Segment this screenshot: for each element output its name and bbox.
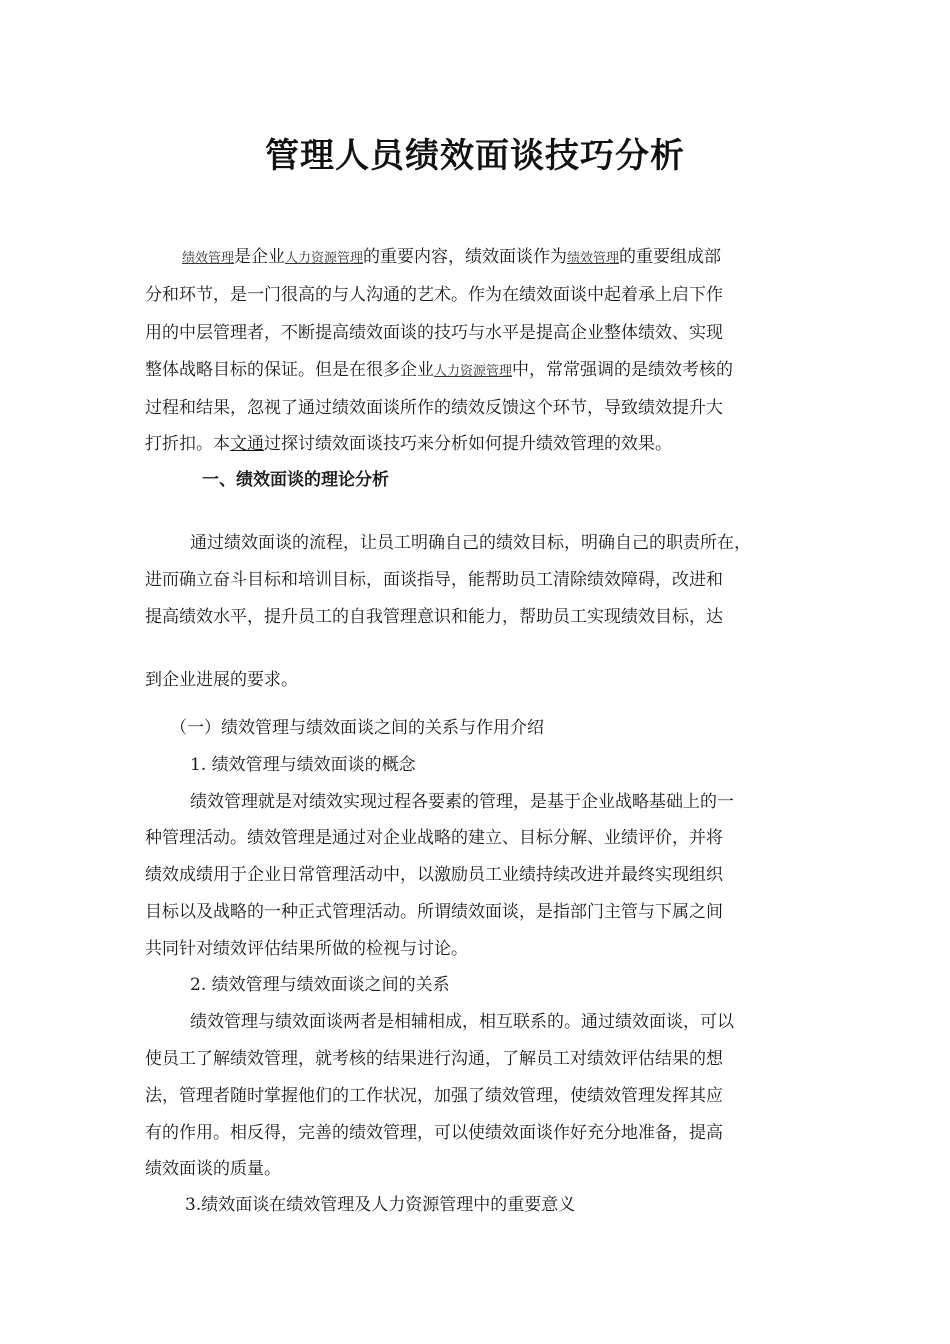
paragraph-line: 绩效管理就是对绩效实现过程各要素的管理，是基于企业战略基础上的一 xyxy=(190,792,734,812)
item-heading-3: 3.绩效面谈在绩效管理及人力资源管理中的重要意义 xyxy=(185,1195,576,1215)
intro-line-3: 用的中层管理者，不断提高绩效面谈的技巧与水平是提高企业整体绩效、实现 xyxy=(145,323,723,343)
link-hr-management[interactable]: 人力资源管理 xyxy=(285,251,364,266)
paragraph-line: 提高绩效水平，提升员工的自我管理意识和能力，帮助员工实现绩效目标，达 xyxy=(145,607,723,627)
subsection-heading: （一）绩效管理与绩效面谈之间的关系与作用介绍 xyxy=(170,718,544,738)
item-heading-2: 2. 绩效管理与绩效面谈之间的关系 xyxy=(190,975,450,995)
paragraph-line: 绩效成绩用于企业日常管理活动中，以激励员工业绩持续改进并最终实现组织 xyxy=(145,865,723,885)
link-wentong[interactable]: 文通 xyxy=(230,434,264,454)
intro-line-6: 打折扣。本文通过探讨绩效面谈技巧来分析如何提升绩效管理的效果。 xyxy=(145,434,672,454)
paragraph-line: 法，管理者随时掌握他们的工作状况，加强了绩效管理，使绩效管理发挥其应 xyxy=(145,1086,723,1106)
paragraph-line: 进而确立奋斗目标和培训目标，面谈指导，能帮助员工清除绩效障碍，改进和 xyxy=(145,570,723,590)
paragraph-line: 共同针对绩效评估结果所做的检视与讨论。 xyxy=(145,939,468,959)
intro-line-5: 过程和结果，忽视了通过绩效面谈所作的绩效反馈这个环节，导致绩效提升大 xyxy=(145,398,723,418)
paragraph-line: 到企业进展的要求。 xyxy=(145,670,298,690)
intro-line-1: 绩效管理是企业人力资源管理的重要内容，绩效面谈作为绩效管理的重要组成部 xyxy=(182,247,722,267)
link-performance-management[interactable]: 绩效管理 xyxy=(182,251,235,266)
paragraph-line: 绩效面谈的质量。 xyxy=(145,1159,281,1179)
paragraph-line: 使员工了解绩效管理，就考核的结果进行沟通，了解员工对绩效评估结果的想 xyxy=(145,1049,723,1069)
section-heading: 一、绩效面谈的理论分析 xyxy=(202,470,389,490)
intro-line-4: 整体战略目标的保证。但是在很多企业人力资源管理中，常常强调的是绩效考核的 xyxy=(145,360,734,380)
item-heading-1: 1. 绩效管理与绩效面谈的概念 xyxy=(190,755,416,775)
document-title: 管理人员绩效面谈技巧分析 xyxy=(265,136,685,176)
paragraph-line: 通过绩效面谈的流程，让员工明确自己的绩效目标，明确自己的职责所在， xyxy=(190,533,751,553)
intro-line-2: 分和环节，是一门很高的与人沟通的艺术。作为在绩效面谈中起着承上启下作 xyxy=(145,285,723,305)
paragraph-line: 绩效管理与绩效面谈两者是相辅相成，相互联系的。通过绩效面谈，可以 xyxy=(190,1012,734,1032)
paragraph-line: 种管理活动。绩效管理是通过对企业战略的建立、目标分解、业绩评价，并将 xyxy=(145,828,723,848)
link-performance-management-2[interactable]: 绩效管理 xyxy=(567,251,620,266)
link-hr-management-3[interactable]: 人力资源管理 xyxy=(434,364,513,379)
paragraph-line: 目标以及战略的一种正式管理活动。所谓绩效面谈，是指部门主管与下属之间 xyxy=(145,902,723,922)
paragraph-line: 有的作用。相反得，完善的绩效管理，可以使绩效面谈作好充分地准备，提高 xyxy=(145,1123,723,1143)
